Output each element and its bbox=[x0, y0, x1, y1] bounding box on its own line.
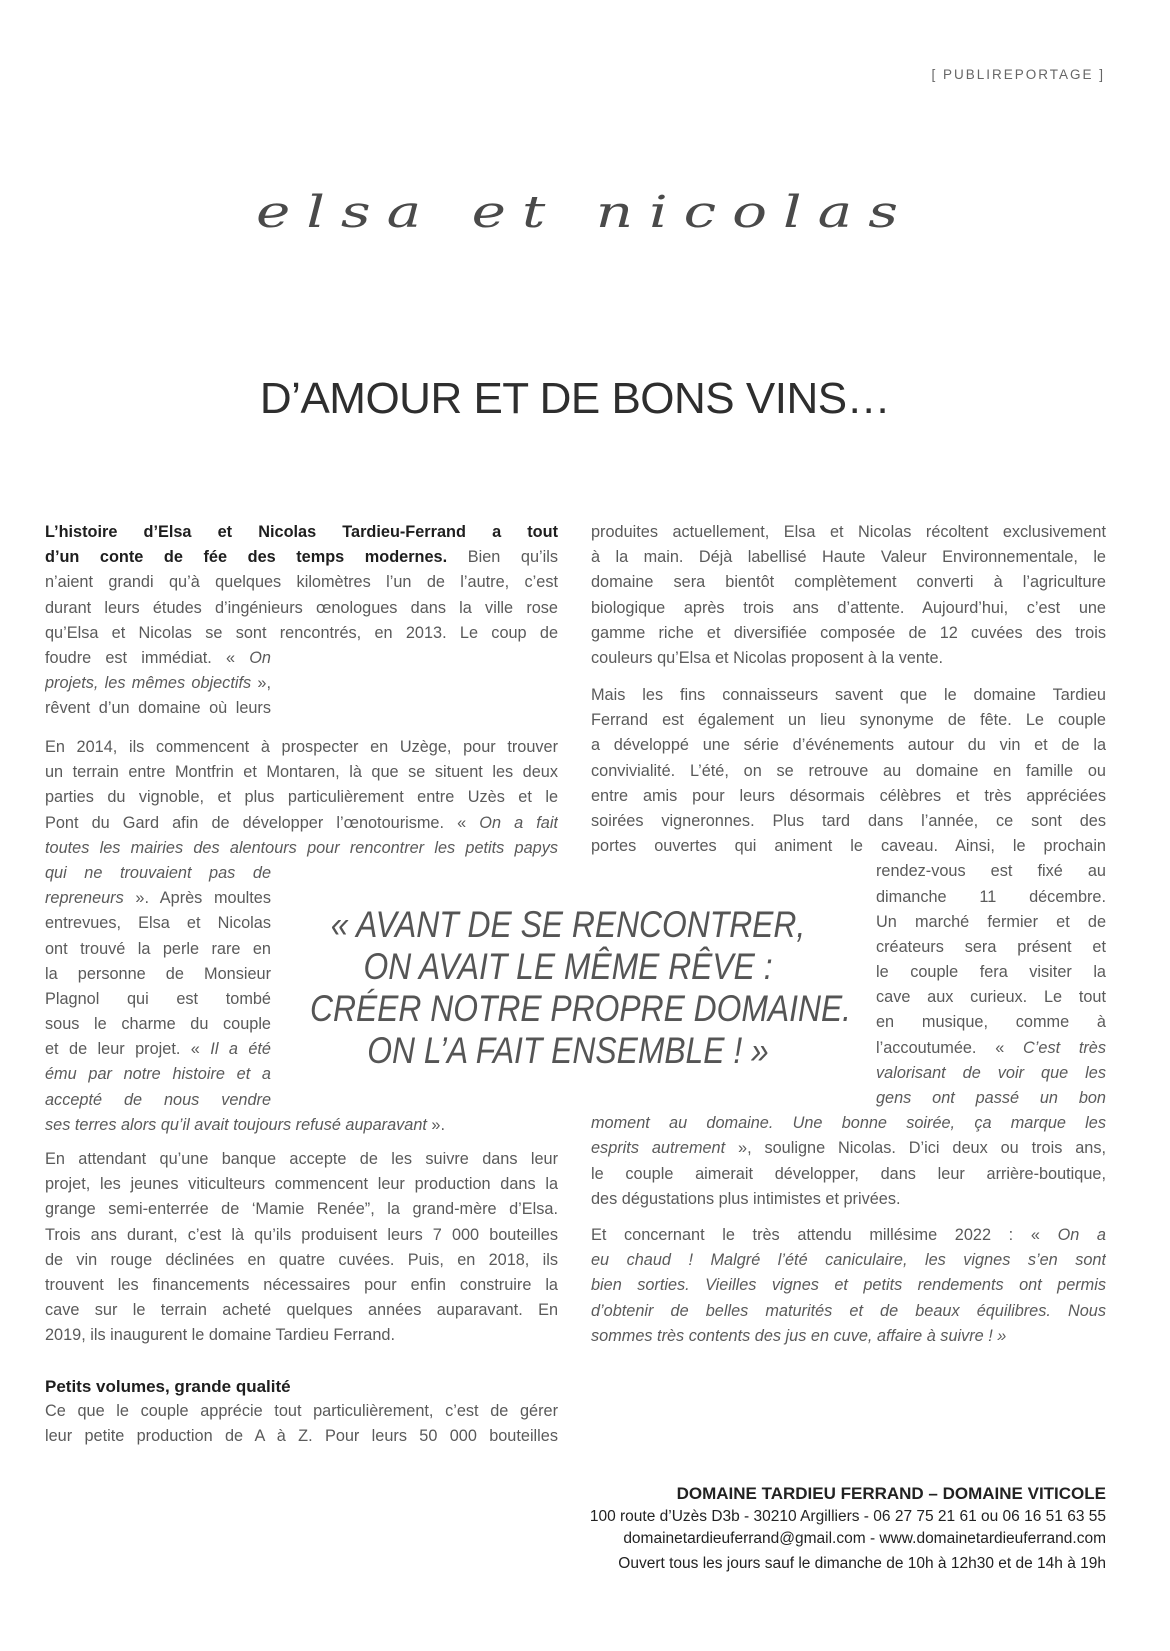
body-text: Trois ans durant, c’est là qu’ils produisent leurs 7 000 bouteilles bbox=[45, 1225, 558, 1244]
text-line bbox=[876, 935, 1106, 960]
body-text: projet, les jeunes viticulteurs commencent leur production dans la bbox=[45, 1175, 558, 1194]
pull-quote-line: « AVANT DE SE RENCONTRER, bbox=[330, 904, 806, 945]
text-line bbox=[45, 646, 271, 671]
text-line bbox=[45, 1062, 271, 1087]
text-line bbox=[876, 1036, 1106, 1061]
body-text: Mais les fins connaisseurs savent que le domaine Tardieu bbox=[591, 686, 1106, 704]
text-line bbox=[591, 1299, 1106, 1324]
body-text: durant leurs études d’ingénieurs œnologues dans la ville rose bbox=[45, 598, 558, 617]
text-line bbox=[45, 1113, 558, 1138]
text-line bbox=[45, 911, 271, 936]
text-line bbox=[591, 1223, 1106, 1248]
quote-text: On a fait bbox=[479, 813, 558, 832]
body-text: Un marché fermier et de bbox=[876, 912, 1106, 931]
text-line bbox=[591, 759, 1106, 784]
text-line bbox=[45, 1012, 271, 1037]
text-line bbox=[45, 1424, 558, 1449]
footer-contact: domainetardieuferrand@gmail.com - www.domainetardieuferrand.com bbox=[623, 1530, 1106, 1547]
body-text: 2019, ils inaugurent le domaine Tardieu Ferrand. bbox=[45, 1326, 395, 1345]
quote-text: Il a été bbox=[210, 1040, 271, 1059]
text-line bbox=[591, 733, 1106, 758]
bold-text: d’un conte de fée des temps modernes. bbox=[45, 548, 448, 567]
body-text: qu’Elsa et Nicolas se sont rencontrés, en 2013. Le coup de bbox=[45, 623, 558, 642]
body-text: Ce que le couple apprécie tout particulièrement, c’est de gérer bbox=[45, 1402, 558, 1420]
text-line bbox=[876, 985, 1106, 1010]
text-line bbox=[45, 570, 558, 595]
pull-quote-line: ON AVAIT LE MÊME RÊVE : bbox=[363, 946, 773, 987]
text-line bbox=[45, 886, 271, 911]
text-line bbox=[45, 836, 558, 861]
text-line bbox=[45, 785, 558, 810]
text-line bbox=[45, 1197, 558, 1222]
text-line bbox=[45, 1147, 558, 1172]
body-text: cave sur le terrain acheté quelques années auparavant. En bbox=[45, 1301, 558, 1320]
text-line bbox=[45, 671, 271, 696]
text-line bbox=[45, 1399, 558, 1424]
bold-text: L’histoire d’Elsa et Nicolas Tardieu-Ferrand a tout bbox=[45, 523, 558, 541]
text-line bbox=[591, 520, 1106, 545]
text-line bbox=[45, 1248, 558, 1273]
body-text: a développé une série d’événements autour du vin et de la bbox=[591, 736, 1106, 755]
body-text: grange semi-enterrée de ‘Mamie Renée”, la grand-mère d’Elsa. bbox=[45, 1200, 558, 1219]
quote-text: ému par notre histoire et a bbox=[45, 1065, 271, 1084]
left-paragraph bbox=[45, 1399, 558, 1449]
quote-text: esprits autrement bbox=[591, 1139, 726, 1158]
text-line bbox=[876, 910, 1106, 935]
text-line bbox=[45, 545, 558, 570]
quote-text: ses terres alors qu’il avait toujours refusé auparavant bbox=[45, 1115, 427, 1134]
body-text: biologique après trois ans d’attente. Aujourd’hui, c’est une bbox=[591, 598, 1106, 617]
text-line bbox=[45, 1323, 558, 1348]
text-line bbox=[45, 962, 271, 987]
pull-quote-line: CRÉER NOTRE PROPRE DOMAINE. bbox=[310, 988, 852, 1029]
text-line bbox=[45, 1172, 558, 1197]
quote-text: repreneurs bbox=[45, 889, 124, 908]
text-line bbox=[591, 784, 1106, 809]
body-text: le couple aimerait développer, dans leur arrière-boutique, bbox=[591, 1164, 1106, 1183]
quote-text: C’est très bbox=[1023, 1038, 1106, 1057]
footer-hours: Ouvert tous les jours sauf le dimanche de 10h à 12h30 et de 14h à 19h bbox=[618, 1555, 1106, 1572]
text-line bbox=[591, 1187, 1106, 1212]
text-line bbox=[45, 621, 558, 646]
body-text: des dégustations plus intimistes et privées. bbox=[591, 1189, 901, 1208]
text-line bbox=[591, 1324, 1106, 1349]
right-paragraph bbox=[591, 1223, 1106, 1349]
text-line bbox=[45, 1223, 558, 1248]
text-line bbox=[591, 646, 1106, 671]
quote-text: projets, les mêmes objectifs bbox=[45, 674, 252, 693]
text-line bbox=[591, 708, 1106, 733]
right-paragraph bbox=[591, 520, 1106, 671]
text-line bbox=[45, 735, 558, 760]
text-line bbox=[591, 596, 1106, 621]
text-line bbox=[591, 1162, 1106, 1187]
body-text: créateurs sera présent et bbox=[876, 937, 1106, 956]
text-line bbox=[591, 834, 1106, 859]
quote-text: toutes les mairies des alentours pour rencontrer les petits papys bbox=[45, 838, 558, 857]
script-title: elsa et nicolas bbox=[256, 186, 914, 238]
text-line bbox=[591, 545, 1106, 570]
body-text: Pont du Gard afin de développer l’œnotourisme. « bbox=[45, 813, 480, 832]
body-text: domaine sera bientôt complètement converti à l’agriculture bbox=[591, 573, 1106, 592]
text-line bbox=[876, 960, 1106, 985]
left-paragraph bbox=[45, 1147, 558, 1349]
body-text: parties du vignoble, et plus particulièrement entre Uzès et le bbox=[45, 788, 558, 807]
body-text: rendez-vous est fixé au bbox=[876, 862, 1106, 881]
quote-text: qui ne trouvaient pas de bbox=[45, 863, 271, 882]
body-text: en musique, comme à bbox=[876, 1013, 1106, 1032]
body-text: gamme riche et diversifiée composée de 12 cuvées des trois bbox=[591, 623, 1106, 642]
body-text: soirées vigneronnes. Plus tard dans l’année, ce sont des bbox=[591, 811, 1106, 830]
body-text: Et concernant le très attendu millésime 2022 : « bbox=[591, 1226, 1058, 1244]
text-line bbox=[45, 987, 271, 1012]
text-line bbox=[591, 1111, 1106, 1136]
body-text: n’aient grandi qu’à quelques kilomètres l’un de l’autre, c’est bbox=[45, 573, 558, 592]
body-text: », souligne Nicolas. D’ici deux ou trois ans, bbox=[725, 1139, 1106, 1158]
quote-text: On bbox=[249, 648, 271, 667]
body-text: Plagnol qui est tombé bbox=[45, 989, 271, 1008]
text-line bbox=[591, 809, 1106, 834]
text-line bbox=[45, 1298, 558, 1323]
text-line bbox=[45, 696, 271, 721]
text-line bbox=[45, 596, 558, 621]
body-text: un terrain entre Montfrin et Montaren, là que se situent les deux bbox=[45, 763, 558, 782]
body-text: couleurs qu’Elsa et Nicolas proposent à la vente. bbox=[591, 648, 944, 667]
quote-text: valorisant de voir que les bbox=[876, 1063, 1106, 1082]
headline: D’AMOUR ET DE BONS VINS… bbox=[259, 374, 891, 423]
text-line bbox=[876, 859, 1106, 884]
quote-text: bien sorties. Vieilles vignes et petits rendements ont permis bbox=[591, 1276, 1106, 1295]
body-text: l’accoutumée. « bbox=[876, 1038, 1024, 1057]
pull-quote bbox=[268, 904, 868, 1072]
body-text: Bien qu’ils bbox=[447, 548, 558, 567]
body-text: rêvent d’un domaine où leurs bbox=[45, 699, 271, 718]
text-line bbox=[45, 1273, 558, 1298]
body-text: portes ouvertes qui animent le caveau. Ainsi, le prochain bbox=[591, 837, 1106, 856]
text-line bbox=[45, 760, 558, 785]
quote-text: moment au domaine. Une bonne soirée, ça marque les bbox=[591, 1114, 1106, 1133]
body-text: En 2014, ils commencent à prospecter en Uzège, pour trouver bbox=[45, 738, 558, 756]
text-line bbox=[45, 811, 558, 836]
body-text: », bbox=[257, 674, 271, 693]
text-line bbox=[591, 570, 1106, 595]
contact-footer bbox=[590, 1482, 1106, 1575]
body-text: sous le charme du couple bbox=[45, 1015, 271, 1034]
section-tag: [ PUBLIREPORTAGE ] bbox=[931, 67, 1105, 82]
body-text: leur petite production de A à Z. Pour leurs 50 000 bouteilles bbox=[45, 1427, 558, 1446]
text-line bbox=[591, 1136, 1106, 1161]
body-text: Ferrand est également un lieu synonyme de fête. Le couple bbox=[591, 711, 1106, 730]
quote-text: d’obtenir de belles maturités et de beaux équilibres. Nous bbox=[591, 1301, 1106, 1320]
body-text: ». bbox=[426, 1115, 446, 1134]
pull-quote-line: ON L’A FAIT ENSEMBLE ! » bbox=[367, 1030, 769, 1071]
left-paragraph bbox=[45, 520, 558, 722]
text-line bbox=[45, 937, 271, 962]
text-line bbox=[876, 1086, 1106, 1111]
body-text: En attendant qu’une banque accepte de les suivre dans leur bbox=[45, 1150, 558, 1168]
text-line bbox=[591, 621, 1106, 646]
text-line bbox=[45, 1037, 271, 1062]
text-line bbox=[45, 520, 558, 545]
quote-text: sommes très contents des jus en cuve, affaire à suivre ! » bbox=[591, 1326, 1007, 1345]
body-text: ont trouvé la perle rare en bbox=[45, 939, 271, 958]
body-text: produites actuellement, Elsa et Nicolas récoltent exclusivement bbox=[591, 523, 1106, 541]
body-text: à la main. Déjà labellisé Haute Valeur Environnementale, le bbox=[591, 548, 1106, 567]
body-text: la personne de Monsieur bbox=[45, 964, 271, 983]
text-line bbox=[876, 1061, 1106, 1086]
body-text: entrevues, Elsa et Nicolas bbox=[45, 914, 271, 933]
text-line bbox=[45, 1088, 271, 1113]
body-text: convivialité. L’été, on se retrouve au domaine en famille ou bbox=[591, 761, 1106, 780]
body-text: de vin rouge déclinées en quatre cuvées. Puis, en 2018, ils bbox=[45, 1250, 558, 1269]
text-line bbox=[591, 1273, 1106, 1298]
footer-address: 100 route d’Uzès D3b - 30210 Argilliers - 06 27 75 21 61 ou 06 16 51 63 55 bbox=[589, 1508, 1106, 1525]
body-text: cave aux curieux. Le tout bbox=[876, 988, 1106, 1007]
body-text: dimanche 11 décembre. bbox=[876, 887, 1106, 906]
quote-text: On a bbox=[1057, 1226, 1106, 1244]
text-line bbox=[45, 861, 271, 886]
body-text: et de leur projet. « bbox=[45, 1040, 211, 1059]
body-text: ». Après moultes bbox=[123, 889, 271, 908]
body-text: le couple fera visiter la bbox=[876, 963, 1106, 982]
quote-text: gens ont passé un bon bbox=[876, 1089, 1106, 1107]
body-text: entre amis pour leurs désormais célèbres et très appréciées bbox=[591, 786, 1106, 805]
section-heading: Petits volumes, grande qualité bbox=[45, 1377, 291, 1396]
body-text: trouvent les financements nécessaires pour enfin construire la bbox=[45, 1275, 558, 1294]
body-text: foudre est immédiat. « bbox=[45, 648, 250, 667]
text-line bbox=[876, 1010, 1106, 1035]
text-line bbox=[876, 885, 1106, 910]
quote-text: eu chaud ! Malgré l’été caniculaire, les vignes s’en sont bbox=[591, 1251, 1106, 1270]
footer-title: DOMAINE TARDIEU FERRAND – DOMAINE VITICOLE bbox=[676, 1484, 1106, 1503]
text-line bbox=[591, 1248, 1106, 1273]
text-line bbox=[591, 683, 1106, 708]
quote-text: accepté de nous vendre bbox=[45, 1090, 271, 1109]
